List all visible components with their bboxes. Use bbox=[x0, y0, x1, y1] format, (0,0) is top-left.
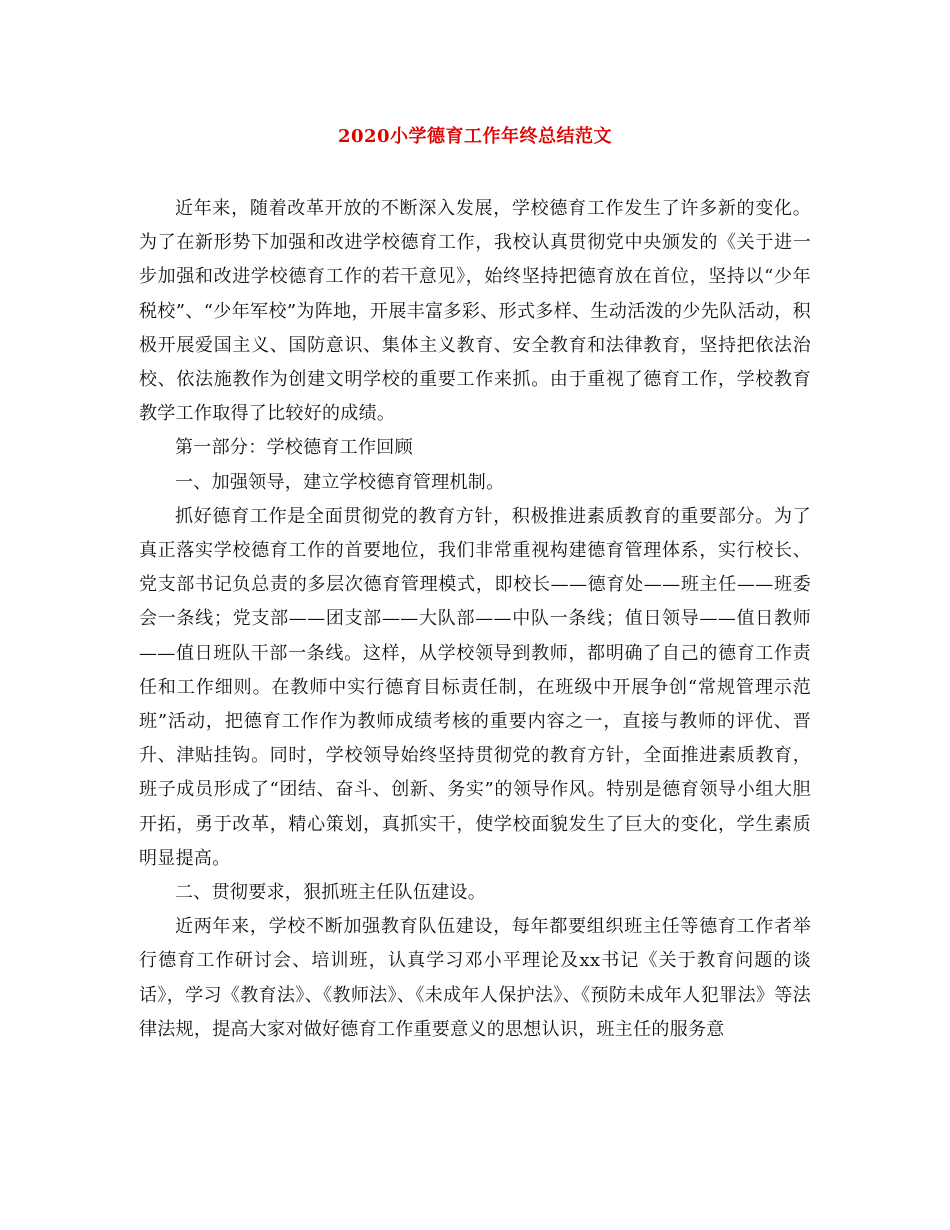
paragraph-teacher-team: 近两年来，学校不断加强教育队伍建设，每年都要组织班主任等德育工作者举行德育工作研讨会、培训班，认真学习邓小平理论及xx书记《关于教育问题的谈话》，学习《教育法》、《教师法》、《未成年人保护法》、《预防未成年人犯罪法》等法律法规，提高大家对做好德育工作重要意义的思想认识，班主任的服务意 bbox=[139, 916, 811, 1040]
intro-paragraph: 近年来，随着改革开放的不断深入发展，学校德育工作发生了许多新的变化。为了在新形势下加强和改进学校德育工作，我校认真贯彻党中央颁发的《关于进一步加强和改进学校德育工作的若干意见》，始终坚持把德育放在首位，坚持以“少年税校”、“少年军校”为阵地，开展丰富多彩、形式多样、生动活泼的少先队活动，积极开展爱国主义、国防意识、集体主义教育、安全教育和法律教育，坚持把依法治校、依法施教作为创建文明学校的重要工作来抓。由于重视了德育工作，学校教育教学工作取得了比较好的成绩。 bbox=[139, 198, 811, 425]
document-title: 2020小学德育工作年终总结范文 bbox=[337, 126, 613, 147]
section-heading-part-one: 第一部分：学校德育工作回顾 bbox=[175, 437, 413, 459]
document-body bbox=[139, 192, 811, 1047]
subheading-two: 二、贯彻要求，狠抓班主任队伍建设。 bbox=[175, 882, 487, 904]
subheading-one: 一、加强领导，建立学校德育管理机制。 bbox=[175, 471, 505, 493]
paragraph-leadership: 抓好德育工作是全面贯彻党的教育方针，积极推进素质教育的重要部分。为了真正落实学校德育工作的首要地位，我们非常重视构建德育管理体系，实行校长、党支部书记负总责的多层次德育管理模式，即校长——德育处——班主任——班委会一条线；党支部——团支部——大队部——中队一条线；值日领导——值日教师——值日班队干部一条线。这样，从学校领导到教师，都明确了自己的德育工作责任和工作细则。在教师中实行德育目标责任制，在班级中开展争创“常规管理示范班”活动，把德育工作作为教师成绩考核的重要内容之一，直接与教师的评优、晋升、津贴挂钩。同时，学校领导始终坚持贯彻党的教育方针，全面推进素质教育，班子成员形成了“团结、奋斗、创新、务实”的领导作风。特别是德育领导小组大胆开拓，勇于改革，精心策划，真抓实干，使学校面貌发生了巨大的变化，学生素质明显提高。 bbox=[139, 505, 811, 869]
